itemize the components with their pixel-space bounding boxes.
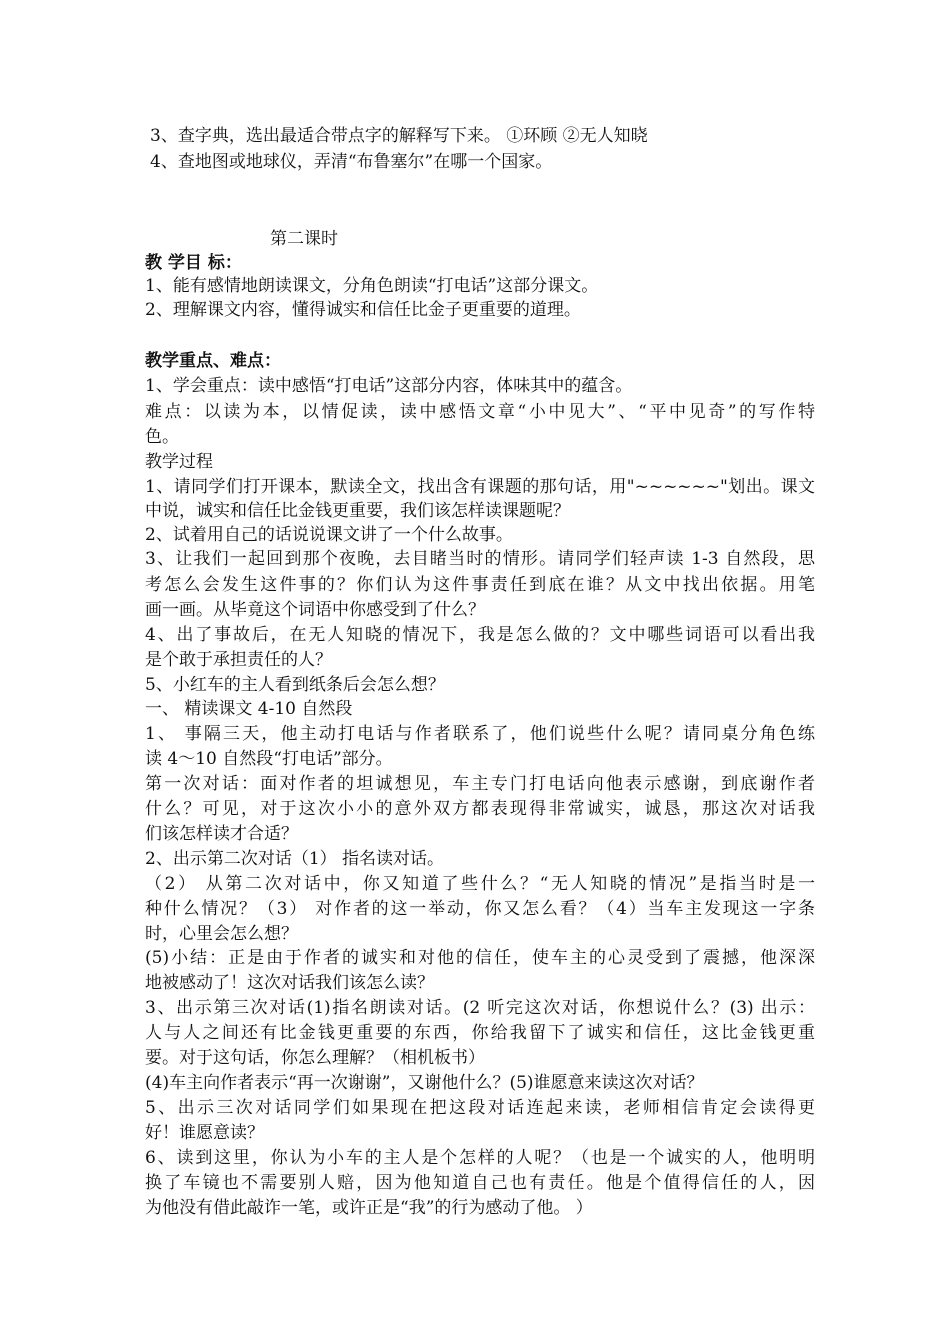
process-line: 2、出示第二次对话（1） 指名读对话。 (145, 849, 445, 869)
process-line: 画一画。从毕竟这个词语中你感受到了什么？ (145, 600, 485, 620)
key-point-line: 难点：以读为本，以情促读，读中感悟文章“小中见大”、“平中见奇”的写作特 (145, 402, 815, 422)
process-line: 一、 精读课文 4-10 自然段 (145, 699, 353, 719)
process-line: 1、 事隔三天，他主动打电话与作者联系了，他们说些什么呢？请同桌分角色练 (145, 724, 815, 744)
process-line: 什么？可见，对于这次小小的意外双方都表现得非常诚实，诚恳，那这次对话我 (145, 799, 815, 819)
process-line: 换了车镜也不需要别人赔，因为他知道自己也有责任。他是个值得信任的人，因 (145, 1173, 815, 1193)
process-line: 第一次对话：面对作者的坦诚想见，车主专门打电话向他表示感谢，到底谢作者 (145, 774, 815, 794)
goals-heading: 教 学目 标： (145, 253, 242, 273)
key-points-heading: 教学重点、难点： (145, 351, 281, 371)
process-line: 地被感动了！这次对话我们该怎么读？ (145, 973, 434, 993)
process-line: 5、出示三次对话同学们如果现在把这段对话连起来读，老师相信肯定会读得更 (145, 1098, 815, 1118)
process-line: 要。对于这句话，你怎么理解？（相机板书） (145, 1048, 485, 1068)
process-line: （2） 从第二次对话中，你又知道了些什么？“无人知晓的情况”是指当时是一 (145, 874, 815, 894)
process-line: 人与人之间还有比金钱更重要的东西，你给我留下了诚实和信任，这比金钱更重 (145, 1023, 815, 1043)
process-line: (4)车主向作者表示“再一次谢谢”，又谢他什么？(5)谁愿意来读这次对话？ (145, 1073, 704, 1093)
process-line: 读 4～10 自然段“打电话”部分。 (145, 749, 393, 769)
process-line: 是个敢于承担责任的人？ (145, 650, 332, 670)
process-line: 为他没有借此敲诈一笔，或许正是“我”的行为感动了他。 ） (145, 1198, 593, 1218)
process-line: 4、出了事故后，在无人知晓的情况下，我是怎么做的？文中哪些词语可以看出我 (145, 625, 815, 645)
lesson-title: 第二课时 (270, 229, 338, 249)
process-line: 3、让我们一起回到那个夜晚，去目睹当时的情形。请同学们轻声读 1-3 自然段，思 (145, 549, 815, 569)
process-line: 考怎么会发生这件事的？你们认为这件事责任到底在谁？从文中找出依据。用笔 (145, 575, 815, 595)
process-line: 3、出示第三次对话(1)指名朗读对话。(2 听完这次对话，你想说什么？(3) 出示： (145, 998, 815, 1018)
process-heading: 教学过程 (145, 452, 213, 472)
key-point-line: 1、学会重点：读中感悟“打电话”这部分内容，体味其中的蕴含。 (145, 376, 633, 396)
goal-item: 2、理解课文内容，懂得诚实和信任比金子更重要的道理。 (145, 300, 581, 320)
process-line: 2、试着用自己的话说说课文讲了一个什么故事。 (145, 525, 513, 545)
top-item-3: 3、查字典，选出最适合带点字的解释写下来。 ①环顾 ②无人知晓 (150, 126, 648, 146)
process-line: 们该怎样读才合适？ (145, 824, 298, 844)
process-line: 6、读到这里，你认为小车的主人是个怎样的人呢？（也是一个诚实的人，他明明 (145, 1148, 815, 1168)
goal-item: 1、能有感情地朗读课文，分角色朗读“打电话”这部分课文。 (145, 276, 599, 296)
top-item-4: 4、查地图或地球仪，弄清“布鲁塞尔”在哪一个国家。 (150, 152, 553, 172)
process-line: 5、小红车的主人看到纸条后会怎么想？ (145, 675, 445, 695)
process-line: 好！谁愿意读？ (145, 1123, 264, 1143)
process-line: 种什么情况？（3） 对作者的这一举动，你又怎么看？（4）当车主发现这一字条 (145, 899, 815, 919)
process-line: 1、请同学们打开课本，默读全文，找出含有课题的那句话，用"~~~~~~"划出。课文 (145, 477, 815, 497)
process-line: (5)小结：正是由于作者的诚实和对他的信任，使车主的心灵受到了震撼，他深深 (145, 948, 815, 968)
key-point-line: 色。 (145, 427, 179, 447)
process-line: 中说，诚实和信任比金钱更重要，我们该怎样读课题呢？ (145, 501, 570, 521)
process-line: 时，心里会怎么想？ (145, 924, 298, 944)
